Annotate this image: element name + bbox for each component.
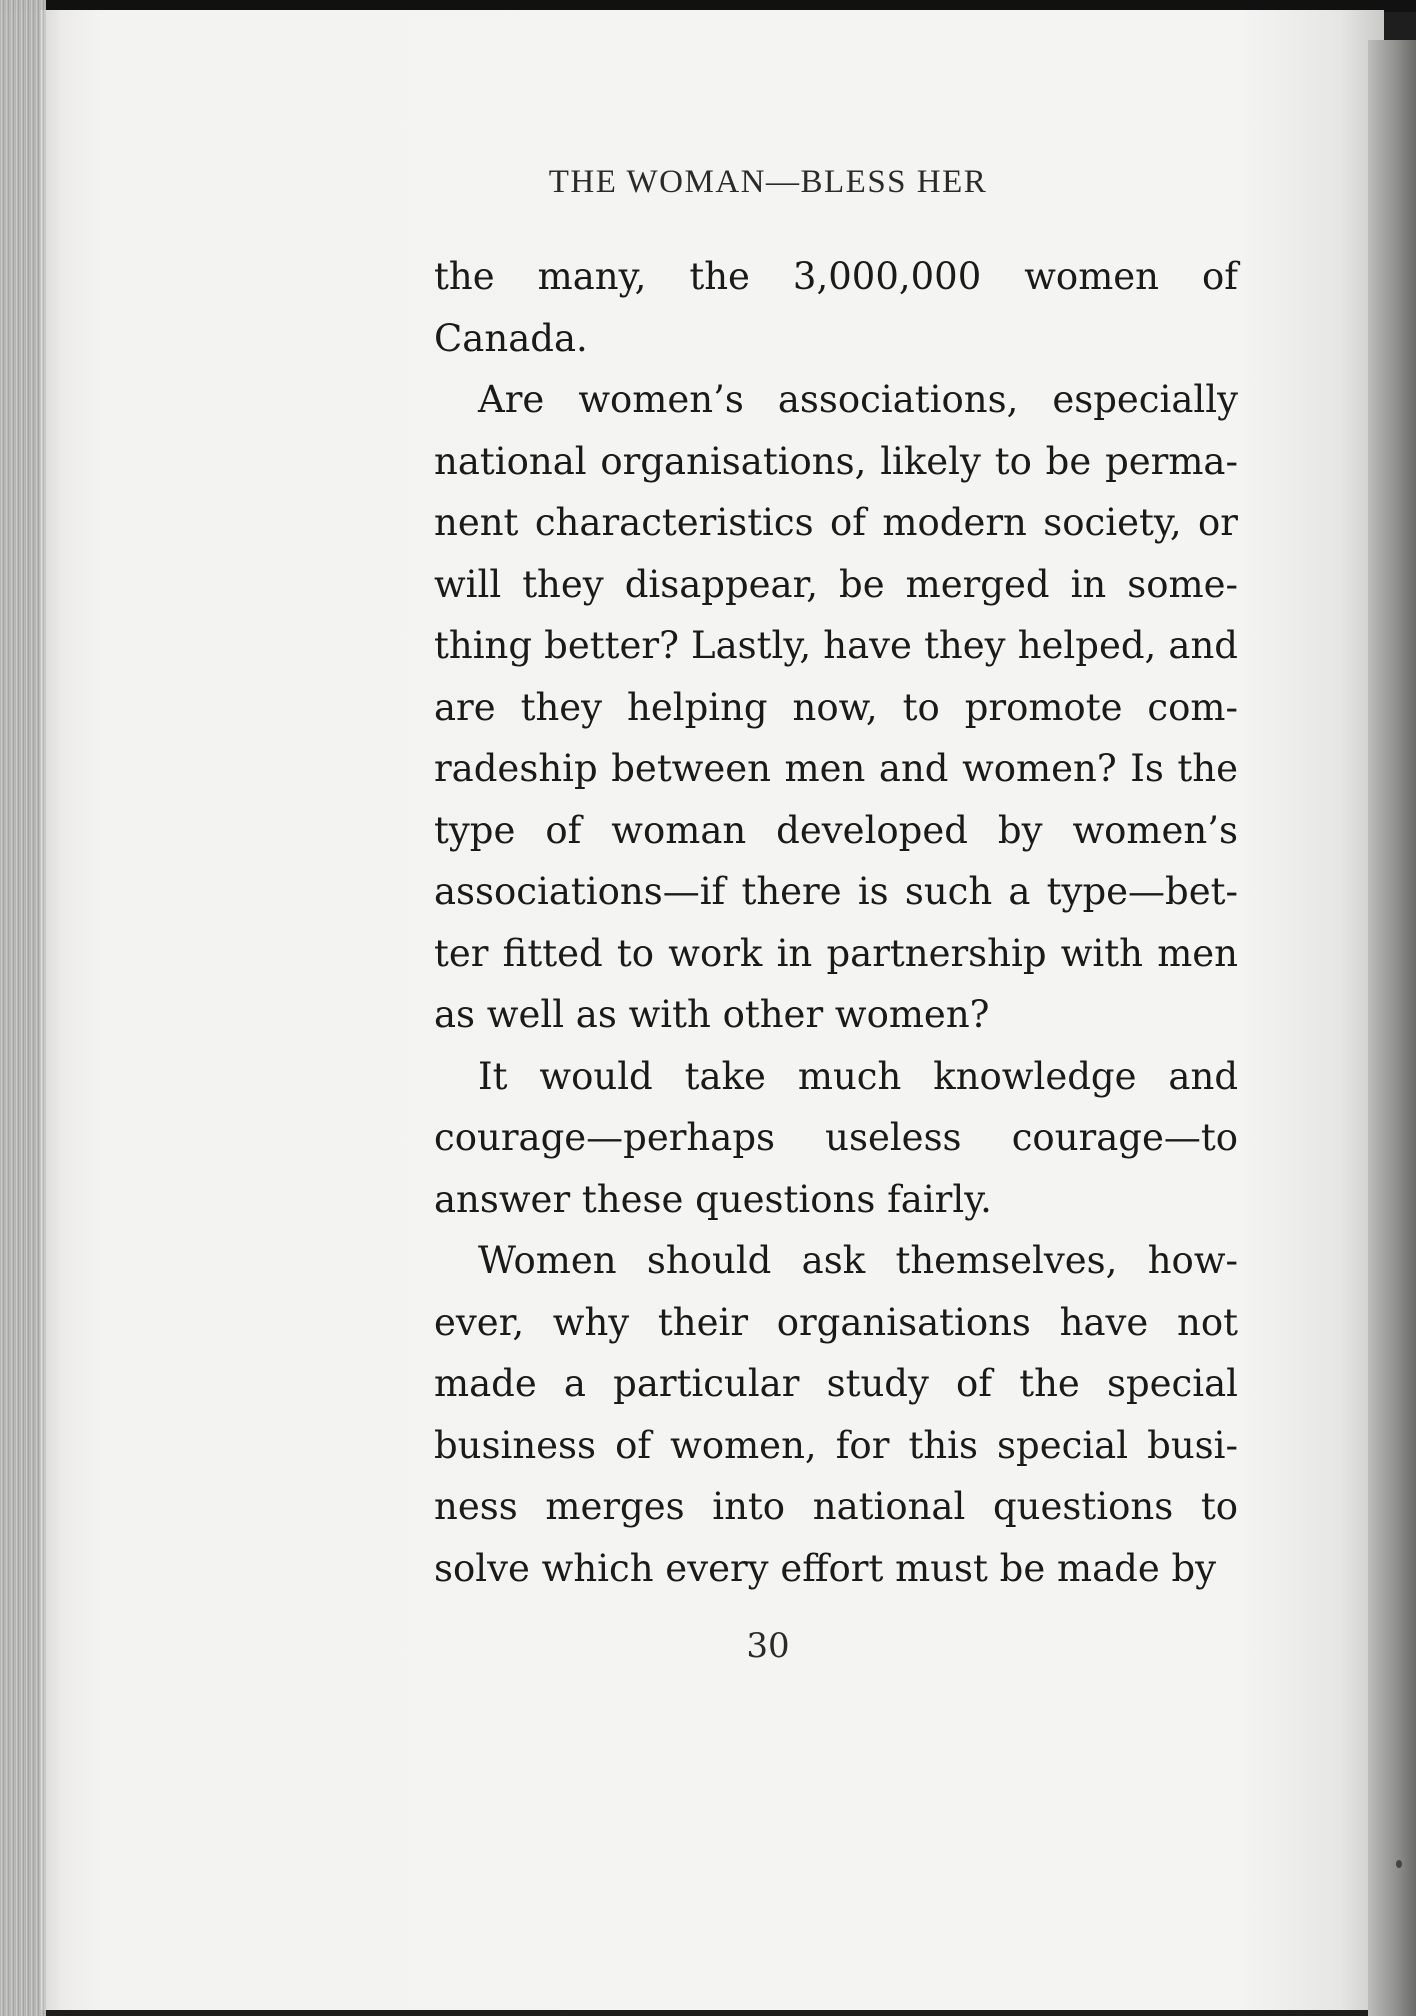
binding-shadow [1368, 40, 1416, 2016]
page-edge-stack [0, 0, 46, 2016]
page-number: 30 [746, 1626, 790, 1666]
paragraph: Women should ask themselves, how-ever, why their organisations have not made a particular study of the special business of women, for this special busi-ness merges into national questions to solve which every effort must be made by [434, 1239, 1238, 1590]
dust-speck [1396, 1860, 1402, 1868]
paragraph: Are women’s associations, especially national organisations, likely to be perma-nent characteristics of modern society, or will they disappear, be merged in some-thing better? Lastly, have they helped, and are they helping now, to promote com-radeship between men and women? Is the type of woman developed by women’s associations—if there is such a type—bet-ter fitted to work in partnership with men as well as with other women? [434, 378, 1238, 1036]
body-text [434, 246, 1238, 1599]
paragraph: It would take much knowledge and courage—perhaps useless courage—to answer these questions fairly. [434, 1054, 1238, 1221]
paragraph-continued: the many, the 3,000,000 women of Canada. [434, 255, 1238, 360]
running-head: THE WOMAN—BLESS HER [548, 164, 988, 200]
